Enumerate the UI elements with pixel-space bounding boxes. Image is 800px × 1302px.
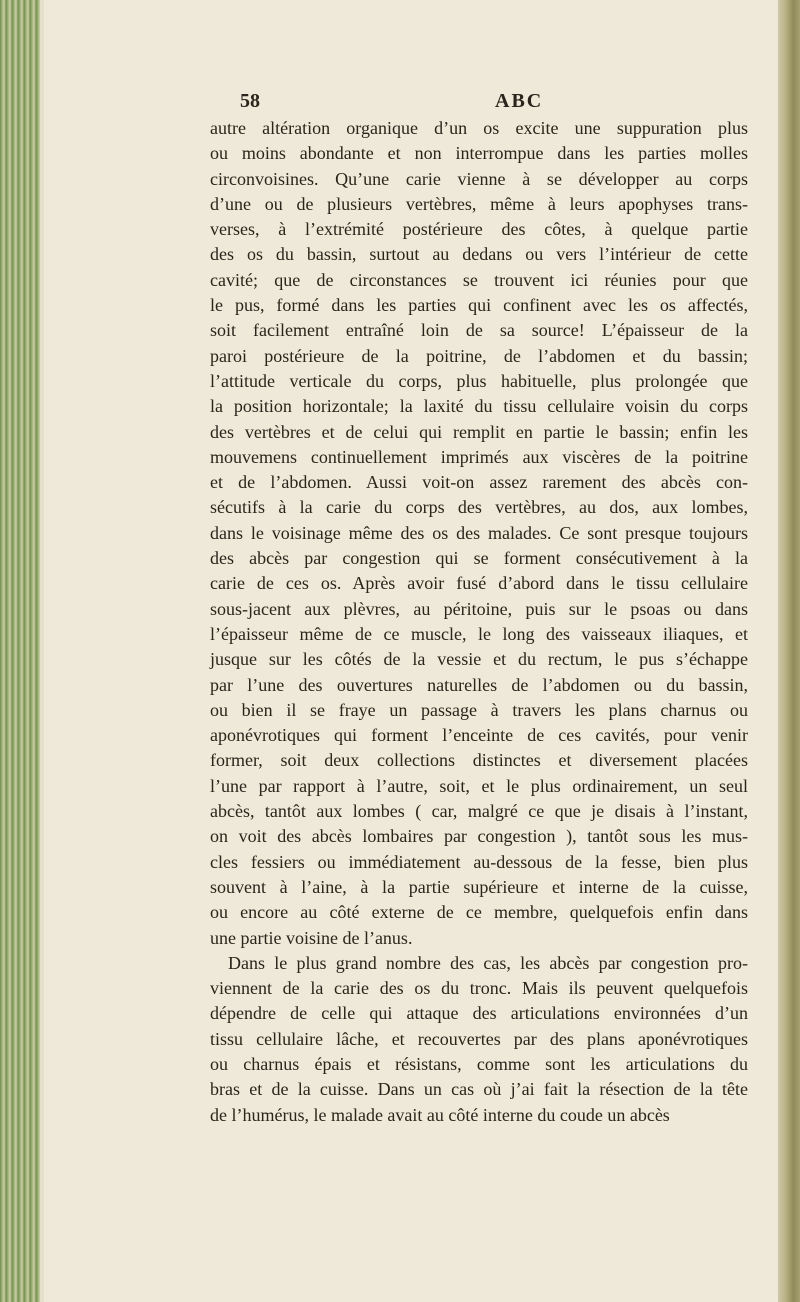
text-line: une partie voisine de l’anus. <box>210 927 413 948</box>
text-line: aponévrotiques qui forment l’enceinte de ces cavités, pour venir <box>210 725 748 746</box>
page-right-edge <box>778 0 800 1302</box>
text-line: soit facilement entraîné loin de sa source! L’épaisseur de la <box>210 320 748 341</box>
text-line: l’une par rapport à l’autre, soit, et le plus ordinairement, un seul <box>210 775 748 796</box>
text-line: l’épaisseur même de ce muscle, le long des vaisseaux iliaques, et <box>210 623 748 644</box>
text-line: par l’une des ouvertures naturelles de l’abdomen ou du bassin, <box>210 674 748 695</box>
text-line: former, soit deux collections distinctes et diversement placées <box>210 750 748 771</box>
text-line: verses, à l’extrémité postérieure des côtes, à quelque partie <box>210 219 748 240</box>
body-text <box>210 116 748 1128</box>
text-line: la position horizontale; la laxité du tissu cellulaire voisin du corps <box>210 396 748 417</box>
page-number: 58 <box>240 90 260 112</box>
page-header <box>240 90 700 116</box>
text-line: paroi postérieure de la poitrine, de l’abdomen et du bassin; <box>210 345 748 366</box>
text-line: d’une ou de plusieurs vertèbres, même à leurs apophyses trans- <box>210 193 748 214</box>
text-line: et de l’abdomen. Aussi voit-on assez rarement des abcès con- <box>210 472 748 493</box>
text-line: Dans le plus grand nombre des cas, les abcès par congestion pro- <box>228 952 748 973</box>
text-line: sous-jacent aux plèvres, au péritoine, puis sur le psoas ou dans <box>210 598 748 619</box>
text-line: mouvemens continuellement imprimés aux viscères de la poitrine <box>210 446 748 467</box>
text-line: abcès, tantôt aux lombes ( car, malgré ce que je disais à l’instant, <box>210 801 748 822</box>
text-line: autre altération organique d’un os excite une suppuration plus <box>210 118 748 138</box>
running-head: ABC <box>495 90 544 112</box>
text-line: ou moins abondante et non interrompue dans les parties molles <box>210 143 748 164</box>
text-line: dans le voisinage même des os des malades. Ce sont presque toujours <box>210 522 748 543</box>
text-line: ou charnus épais et résistans, comme sont les articulations du <box>210 1053 748 1074</box>
text-line: le pus, formé dans les parties qui confinent avec les os affectés, <box>210 295 748 316</box>
text-line: sécutifs à la carie du corps des vertèbres, au dos, aux lombes, <box>210 497 748 518</box>
text-line: viennent de la carie des os du tronc. Mais ils peuvent quelquefois <box>210 978 748 999</box>
text-line: des abcès par congestion qui se forment consécutivement à la <box>210 548 748 569</box>
text-line: tissu cellulaire lâche, et recouvertes par des plans aponévrotiques <box>210 1028 748 1049</box>
text-line: dépendre de celle qui attaque des articulations environnées d’un <box>210 1003 748 1024</box>
text-line: ou bien il se fraye un passage à travers les plans charnus ou <box>210 699 748 720</box>
text-line: bras et de la cuisse. Dans un cas où j’ai fait la résection de la tête <box>210 1079 748 1100</box>
text-line: souvent à l’aine, à la partie supérieure et interne de la cuisse, <box>210 876 748 897</box>
text-line: de l’humérus, le malade avait au côté interne du coude un abcès <box>210 1104 670 1125</box>
text-line: circonvoisines. Qu’une carie vienne à se développer au corps <box>210 168 748 189</box>
text-line: des os du bassin, surtout au dedans ou vers l’intérieur de cette <box>210 244 748 265</box>
text-line: des vertèbres et de celui qui remplit en partie le bassin; enfin les <box>210 421 748 442</box>
text-line: on voit des abcès lombaires par congestion ), tantôt sous les mus- <box>210 826 748 847</box>
text-line: cavité; que de circonstances se trouvent ici réunies pour que <box>210 269 748 290</box>
book-binding-edge <box>0 0 40 1302</box>
text-line: cles fessiers ou immédiatement au-dessous de la fesse, bien plus <box>210 851 748 872</box>
text-line: jusque sur les côtés de la vessie et du rectum, le pus s’échappe <box>210 649 748 670</box>
text-line: ou encore au côté externe de ce membre, quelquefois enfin dans <box>210 902 748 923</box>
text-line: carie de ces os. Après avoir fusé d’abord dans le tissu cellulaire <box>210 573 748 594</box>
text-line: l’attitude verticale du corps, plus habituelle, plus prolongée que <box>210 370 748 391</box>
